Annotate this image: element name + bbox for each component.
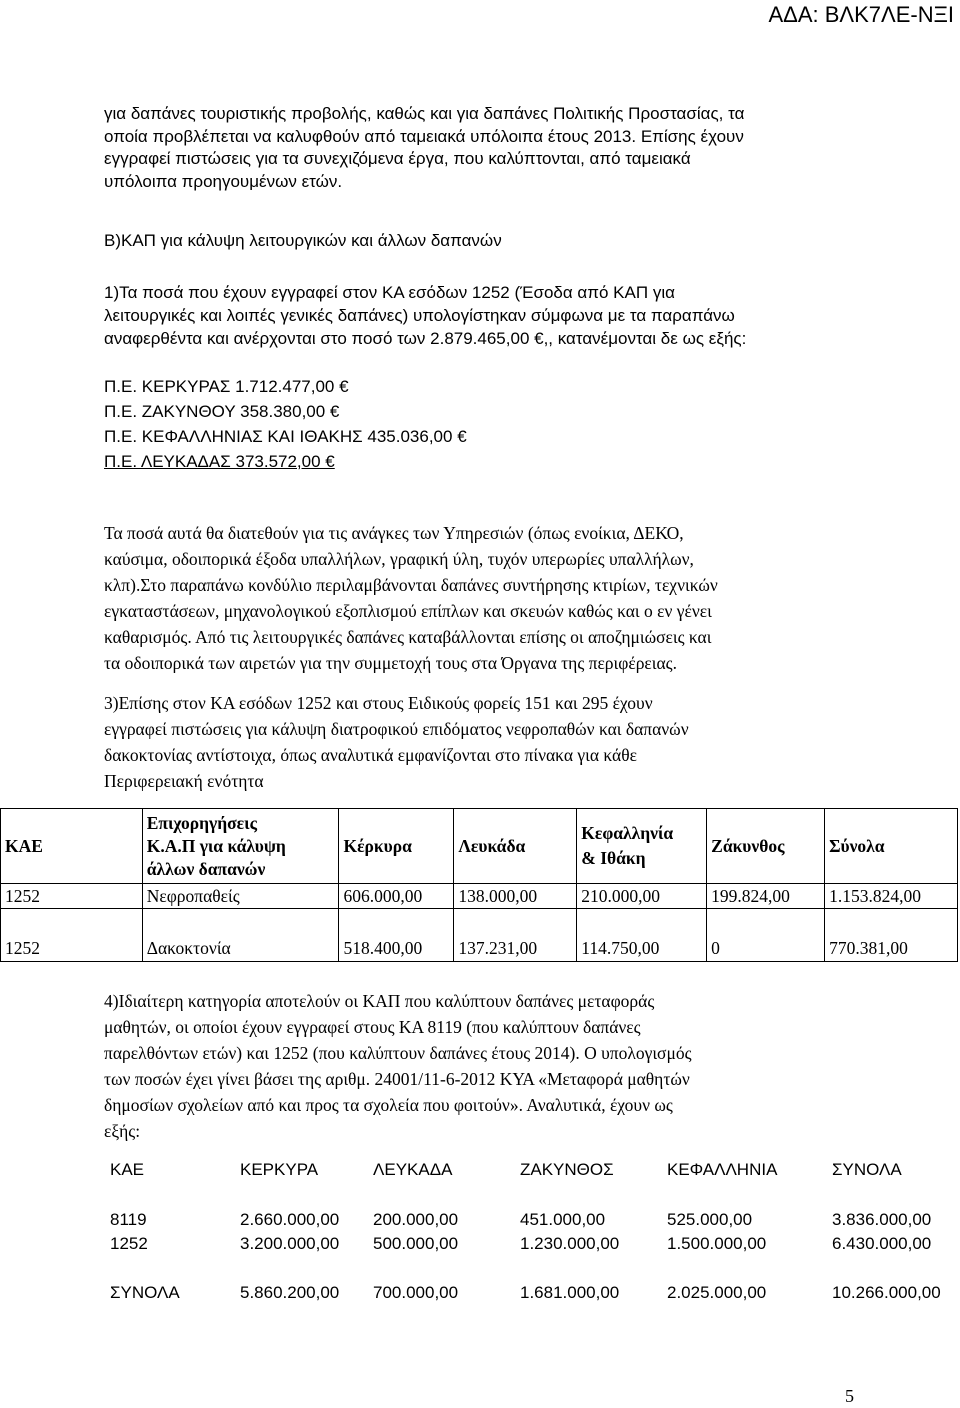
t2-header-kae: ΚΑΕ bbox=[110, 1160, 145, 1179]
table-cell: Δακοκτονία bbox=[142, 909, 339, 962]
table-cell: 451.000,00 bbox=[520, 1210, 606, 1229]
intro-line: οποία προβλέπεται να καλυφθούν από ταμειακά υπόλοιπα έτους 2013. Επίσης έχουν bbox=[104, 126, 744, 146]
paragraph-3-line: εγγραφεί πιστώσεις για κάλυψη διατροφικού επιδόματος νεφροπαθών και δαπανών bbox=[104, 719, 689, 739]
table-cell: 518.400,00 bbox=[339, 909, 454, 962]
header-total: Σύνολα bbox=[825, 809, 958, 884]
header-grants bbox=[142, 809, 339, 884]
grants-table bbox=[0, 808, 958, 962]
paragraph-1 bbox=[104, 281, 854, 350]
header-grants-line: Επιχορηγήσεις bbox=[146, 812, 257, 833]
table-row bbox=[1, 909, 958, 962]
page-number: 5 bbox=[845, 1386, 854, 1406]
paragraph-2-line: καύσιμα, οδοιπορικά έξοδα υπαλλήλων, γραφική ύλη, τυχόν υπερωρίες υπαλλήλων, bbox=[104, 549, 694, 569]
table-cell: 1252 bbox=[110, 1234, 148, 1253]
table-cell: 138.000,00 bbox=[454, 884, 577, 909]
paragraph-3-line: 3)Επίσης στον ΚΑ εσόδων 1252 και στους Ειδικούς φορείς 151 και 295 έχουν bbox=[104, 693, 653, 713]
paragraph-4-line: παρελθόντων ετών) και 1252 (που καλύπτουν δαπάνες έτους 2014). Ο υπολογισμός bbox=[104, 1043, 692, 1063]
allocation-lefkada: Π.Ε. ΛΕΥΚΑΔΑΣ 373.572,00 € bbox=[104, 452, 335, 471]
paragraph-4-line: των ποσών έχει γίνει βάσει της αριθμ. 24001/11-6-2012 ΚΥΑ «Μεταφορά μαθητών bbox=[104, 1069, 690, 1089]
paragraph-1-line: 1)Τα ποσά που έχουν εγγραφεί στον ΚΑ εσόδων 1252 (Έσοδα από ΚΑΠ για bbox=[104, 283, 675, 302]
header-kae: ΚΑΕ bbox=[1, 809, 143, 884]
header-grants-line: Κ.Α.Π για κάλυψη bbox=[146, 835, 286, 856]
header-kerkyra: Κέρκυρα bbox=[339, 809, 454, 884]
table-cell: 1.153.824,00 bbox=[825, 884, 958, 909]
table-header-row bbox=[1, 809, 958, 884]
table-cell: 8119 bbox=[110, 1210, 147, 1229]
table-cell: 3.836.000,00 bbox=[832, 1210, 932, 1229]
table-cell: 525.000,00 bbox=[667, 1210, 753, 1229]
table-cell: 770.381,00 bbox=[825, 909, 958, 962]
paragraph-4-line: εξής: bbox=[104, 1121, 141, 1141]
table-cell: 700.000,00 bbox=[373, 1283, 459, 1302]
t2-header-kerkyra: ΚΕΡΚΥΡΑ bbox=[240, 1160, 319, 1179]
table-cell: 200.000,00 bbox=[373, 1210, 459, 1229]
paragraph-1-line: λειτουργικές και λοιπές γενικές δαπάνες) υπολογίστηκαν σύμφωνα με τα παραπάνω bbox=[104, 306, 735, 325]
t2-header-kefallinia: ΚΕΦΑΛΛΗΝΙΑ bbox=[667, 1160, 778, 1179]
allocation-zakynthos: Π.Ε. ΖΑΚΥΝΘΟΥ 358.380,00 € bbox=[104, 402, 340, 421]
header-lefkada: Λευκάδα bbox=[454, 809, 577, 884]
paragraph-4-line: δημοσίων σχολείων από και προς τα σχολεία που φοιτούν». Αναλυτικά, έχουν ως bbox=[104, 1095, 673, 1115]
table-cell: 1.230.000,00 bbox=[520, 1234, 620, 1253]
table-cell: 3.200.000,00 bbox=[240, 1234, 340, 1253]
paragraph-2-line: κλπ).Στο παραπάνω κονδύλιο περιλαμβάνονται δαπάνες συντήρησης κτιρίων, τεχνικών bbox=[104, 575, 718, 595]
table-cell: 2.660.000,00 bbox=[240, 1210, 340, 1229]
table-cell: 114.750,00 bbox=[577, 909, 707, 962]
table-cell: 1252 bbox=[1, 884, 143, 909]
paragraph-2 bbox=[104, 520, 860, 676]
table-cell: 1.500.000,00 bbox=[667, 1234, 767, 1253]
paragraph-1-line: αναφερθέντα και ανέρχονται στο ποσό των 2.879.465,00 €,, κατανέμονται δε ως εξής: bbox=[104, 329, 747, 348]
table-cell: 10.266.000,00 bbox=[832, 1283, 941, 1302]
table-cell: 606.000,00 bbox=[339, 884, 454, 909]
table-cell: ΣΥΝΟΛΑ bbox=[110, 1283, 180, 1302]
paragraph-2-line: Τα ποσά αυτά θα διατεθούν για τις ανάγκες των Υπηρεσιών (όπως ενοίκια, ΔΕΚΟ, bbox=[104, 523, 684, 543]
table-cell: 5.860.200,00 bbox=[240, 1283, 340, 1302]
allocation-kefallinia: Π.Ε. ΚΕΦΑΛΛΗΝΙΑΣ ΚΑΙ ΙΘΑΚΗΣ 435.036,00 € bbox=[104, 427, 467, 446]
table-cell: Νεφροπαθείς bbox=[142, 884, 339, 909]
allocation-kerkyra: Π.Ε. ΚΕΡΚΥΡΑΣ 1.712.477,00 € bbox=[104, 377, 349, 396]
intro-line: εγγραφεί πιστώσεις για τα συνεχιζόμενα έργα, που καλύπτονται, από ταμειακά bbox=[104, 149, 691, 168]
header-kefallinia-line: Κεφαλληνία bbox=[581, 823, 674, 843]
table-cell: 0 bbox=[707, 909, 825, 962]
table-cell: 137.231,00 bbox=[454, 909, 577, 962]
table-cell: 1.681.000,00 bbox=[520, 1283, 620, 1302]
table-cell: 6.430.000,00 bbox=[832, 1234, 932, 1253]
paragraph-3-line: Περιφερειακή ενότητα bbox=[104, 771, 264, 791]
table-cell: 199.824,00 bbox=[707, 884, 825, 909]
t2-header-lefkada: ΛΕΥΚΑΔΑ bbox=[373, 1160, 453, 1179]
paragraph-2-line: εγκαταστάσεων, μηχανολογικού εξοπλισμού επίπλων και σκευών καθώς και ο εν γένει bbox=[104, 601, 712, 621]
section-b-title: Β)ΚΑΠ για κάλυψη λειτουργικών και άλλων δαπανών bbox=[104, 231, 502, 250]
paragraph-2-line: τα οδοιπορικά των αιρετών για την συμμετοχή τους στα Όργανα της περιφέρειας. bbox=[104, 653, 677, 673]
intro-line: υπόλοιπα προηγουμένων ετών. bbox=[104, 171, 343, 191]
header-grants-line: άλλων δαπανών bbox=[146, 858, 266, 879]
intro-line: για δαπάνες τουριστικής προβολής, καθώς και για δαπάνες Πολιτικής Προστασίας, τα bbox=[104, 104, 745, 123]
header-kefallinia bbox=[577, 809, 707, 884]
ada-header: ΑΔΑ: ΒΛΚ7ΛΕ-ΝΞΙ bbox=[768, 2, 954, 27]
table-cell: 500.000,00 bbox=[373, 1234, 459, 1253]
table-cell: 210.000,00 bbox=[577, 884, 707, 909]
table-cell: 1252 bbox=[1, 909, 143, 962]
paragraph-2-line: καθαρισμός. Από τις λειτουργικές δαπάνες καταβάλλονται επίσης οι αποζημιώσεις και bbox=[104, 627, 712, 647]
table-cell: 2.025.000,00 bbox=[667, 1283, 767, 1302]
paragraph-4-line: 4)Ιδιαίτερη κατηγορία αποτελούν οι ΚΑΠ που καλύπτουν δαπάνες μεταφοράς bbox=[104, 991, 655, 1011]
table-row bbox=[1, 884, 958, 909]
t2-header-zakynthos: ΖΑΚΥΝΘΟΣ bbox=[520, 1160, 614, 1179]
header-zakynthos: Ζάκυνθος bbox=[707, 809, 825, 884]
paragraph-4-line: μαθητών, οι οποίοι έχουν εγγραφεί στους ΚΑ 8119 (που καλύπτουν δαπάνες bbox=[104, 1017, 641, 1037]
paragraph-4 bbox=[104, 988, 860, 1144]
intro-paragraph bbox=[104, 103, 854, 193]
paragraph-3 bbox=[104, 690, 860, 794]
t2-header-total: ΣΥΝΟΛΑ bbox=[832, 1160, 902, 1179]
header-kefallinia-line: & Ιθάκη bbox=[581, 848, 646, 868]
paragraph-3-line: δακοκτονίας αντίστοιχα, όπως αναλυτικά εμφανίζονται στο πίνακα για κάθε bbox=[104, 745, 637, 765]
